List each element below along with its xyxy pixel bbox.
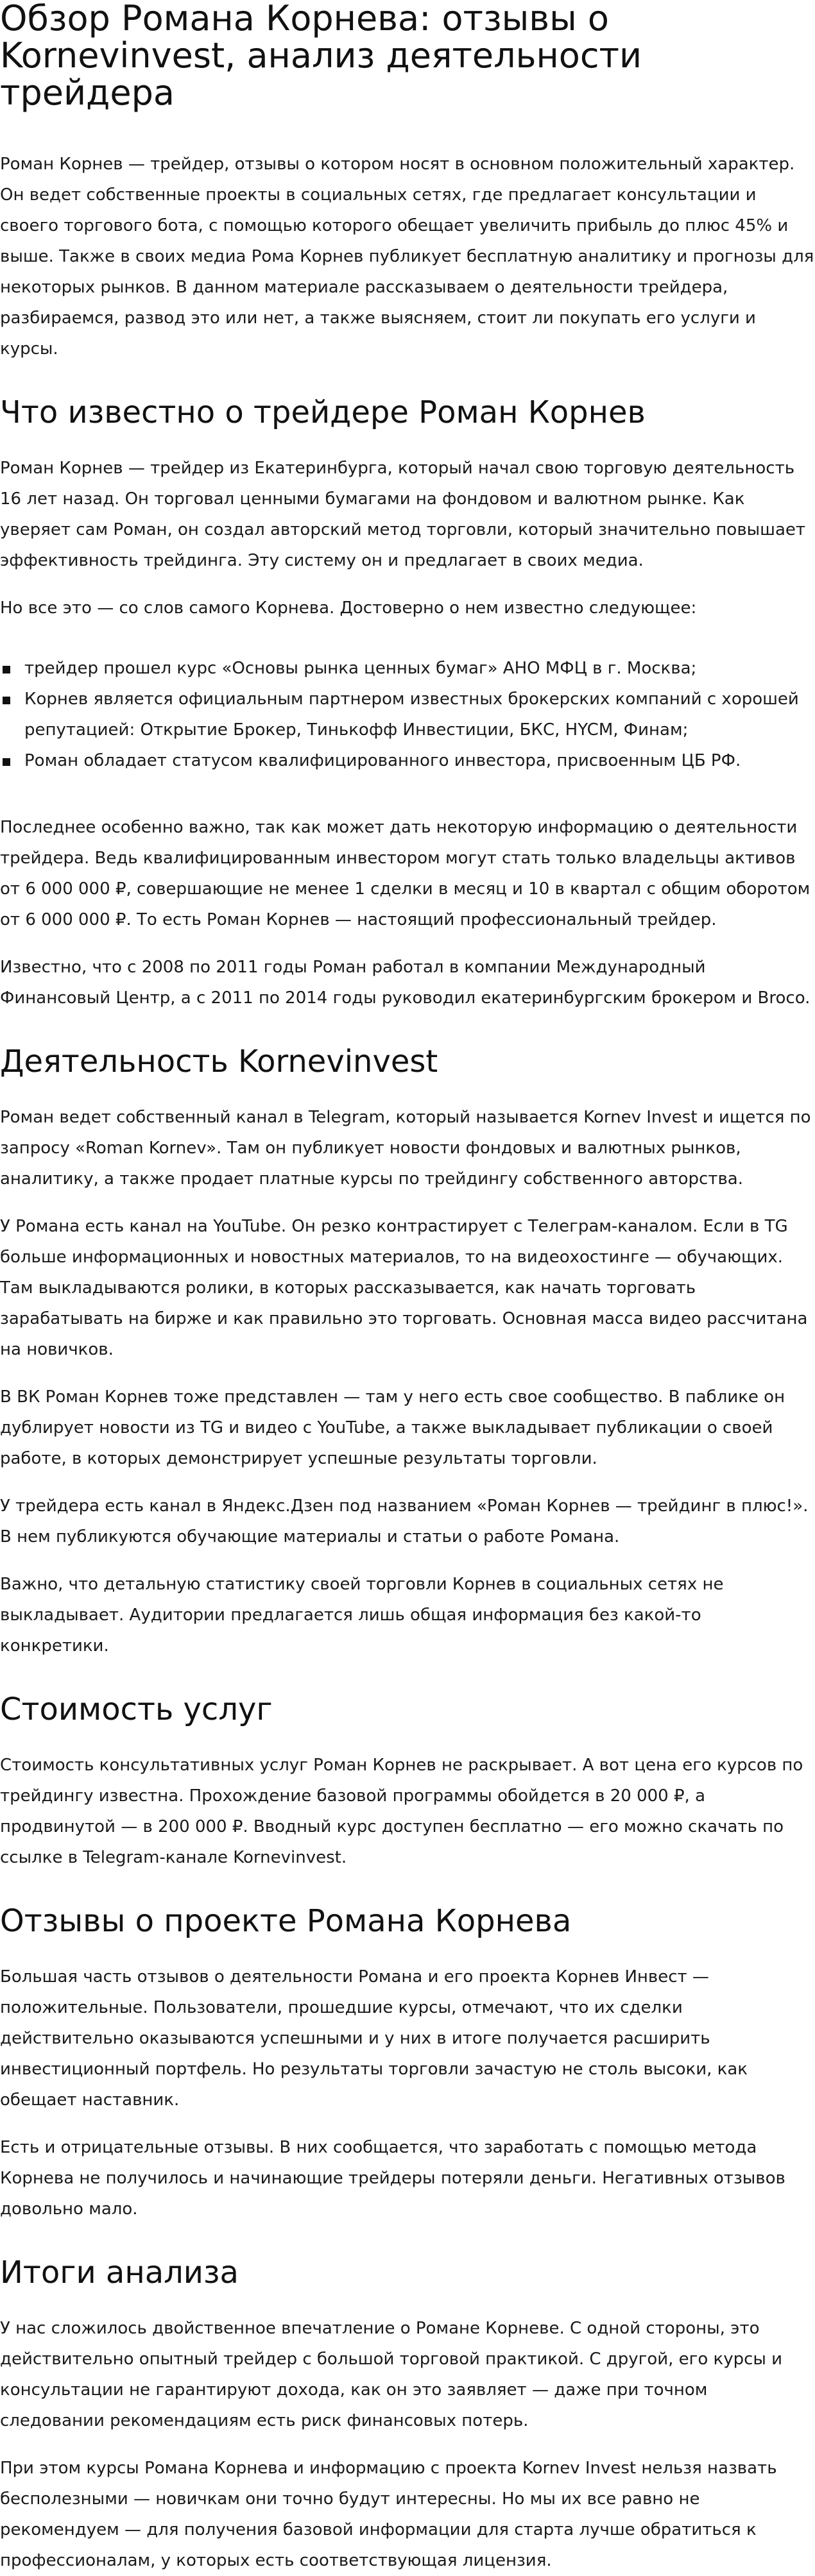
page-title: Обзор Романа Корнева: отзывы о Kornevinvest, анализ деятельности трейдера [0, 0, 642, 113]
intro-paragraph: Роман Корнев — трейдер, отзывы о котором носят в основном положительный характер. Он ведет собственные проекты в социальных сетях, где предлагает консультации и своего торгового бота, с помощью которого обещает увеличить прибыль до плюс 45% и выше. Также в своих медиа Рома Корнев публикует бесплатную аналитику и прогнозы для некоторых рынков. В данном материале рассказываем о деятельности трейдера, разбираемся, развод это или нет, а также выясняем, стоит ли покупать его услуги и курсы. [0, 155, 814, 359]
paragraph: У нас сложилось двойственное впечатление о Романе Корневе. С одной стороны, это действительно опытный трейдер с большой торговой практикой. С другой, его курсы и консультации не гарантируют дохода, как он это заявляет — даже при точном следовании рекомендациям есть риск финансовых потерь. [0, 2319, 783, 2430]
paragraph: У Романа есть канал на YouTube. Он резко контрастирует с Телеграм-каналом. Если в TG больше информационных и новостных материалов, то на видеохостинге — обучающих. Там выкладываются ролики, в которых рассказывается, как начать торговать зарабатывать на бирже и как правильно это торговать. Основная масса видео рассчитана на новичков. [0, 1217, 808, 1359]
facts-list [0, 653, 815, 776]
paragraph: При этом курсы Романа Корнева и информацию с проекта Kornev Invest нельзя назвать бесполезными — новичкам они точно будут интересны. Но мы их все равно не рекомендуем — для получения базовой информации для старта лучше обратиться к профессионалам, у которых есть соответствующая лицензия. [0, 2459, 777, 2570]
list-item: трейдер прошел курс «Основы рынка ценных бумаг» АНО МФЦ в г. Москва; [0, 653, 815, 684]
paragraph: Есть и отрицательные отзывы. В них сообщается, что заработать с помощью метода Корнева не получилось и начинающие трейдеры потеряли деньги. Негативных отзывов довольно мало. [0, 2138, 785, 2219]
paragraph: Но все это — со слов самого Корнева. Достоверно о нем известно следующее: [0, 598, 697, 618]
paragraph: Известно, что с 2008 по 2011 годы Роман работал в компании Международный Финансовый Центр, а с 2011 по 2014 годы руководил екатеринбургским брокером и Broco. [0, 958, 811, 1008]
paragraph: Стоимость консультативных услуг Роман Корнев не раскрывает. А вот цена его курсов по трейдингу известна. Прохождение базовой программы обойдется в 20 000 ₽, а продвинутой — в 200 000 ₽. Вводный курс доступен бесплатно — его можно скачать по ссылке в Telegram-канале Kornevinvest. [0, 1756, 803, 1867]
list-item: Роман обладает статусом квалифицированного инвестора, присвоенным ЦБ РФ. [0, 745, 815, 776]
paragraph: Роман Корнев — трейдер из Екатеринбурга, который начал свою торговую деятельность 16 лет назад. Он торговал ценными бумагами на фондовом и валютном рынке. Как уверяет сам Роман, он создал авторский метод торговли, который значительно повышает эффективность трейдинга. Эту систему он и предлагает в своих медиа. [0, 459, 806, 570]
paragraph: Важно, что детальную статистику своей торговли Корнев в социальных сетях не выкладывает. Аудитории предлагается лишь общая информация без какой-то конкретики. [0, 1575, 724, 1656]
paragraph: В ВК Роман Корнев тоже представлен — там у него есть свое сообщество. В паблике он дублирует новости из TG и видео с YouTube, а также выкладывает публикации о своей работе, в которых демонстрирует успешные результаты торговли. [0, 1387, 785, 1468]
section-heading-reviews: Отзывы о проекте Романа Корнева [0, 1903, 572, 1939]
list-item: Корнев является официальным партнером известных брокерских компаний с хорошей репутацией: Открытие Брокер, Тинькофф Инвестиции, БКС, HYCM, Финам; [0, 684, 815, 745]
paragraph: Роман ведет собственный канал в Telegram, который называется Kornev Invest и ищется по запросу «Roman Kornev». Там он публикует новости фондовых и валютных рынков, аналитику, а также продает платные курсы по трейдингу собственного авторства. [0, 1108, 811, 1189]
paragraph: У трейдера есть канал в Яндекс.Дзен под названием «Роман Корнев — трейдинг в плюс!». В нем публикуются обучающие материалы и статьи о работе Романа. [0, 1496, 809, 1546]
section-heading-conclusion: Итоги анализа [0, 2255, 239, 2291]
paragraph: Последнее особенно важно, так как может дать некоторую информацию о деятельности трейдера. Ведь квалифицированным инвестором могут стать только владельцы активов от 6 000 000 ₽, совершающие не менее 1 сделки в месяц и 10 в квартал с общим оборотом от 6 000 000 ₽. То есть Роман Корнев — настоящий профессиональный трейдер. [0, 818, 811, 929]
paragraph: Большая часть отзывов о деятельности Романа и его проекта Корнев Инвест — положительные. Пользователи, прошедшие курсы, отмечают, что их сделки действительно оказываются успешными и у них в итоге получается расширить инвестиционный портфель. Но результаты торговли зачастую не столь высоки, как обещает наставник. [0, 1967, 748, 2110]
section-heading-activity: Деятельность Kornevinvest [0, 1044, 438, 1080]
section-heading-about-trader: Что известно о трейдере Роман Корнев [0, 394, 646, 430]
section-heading-pricing: Стоимость услуг [0, 1691, 273, 1727]
